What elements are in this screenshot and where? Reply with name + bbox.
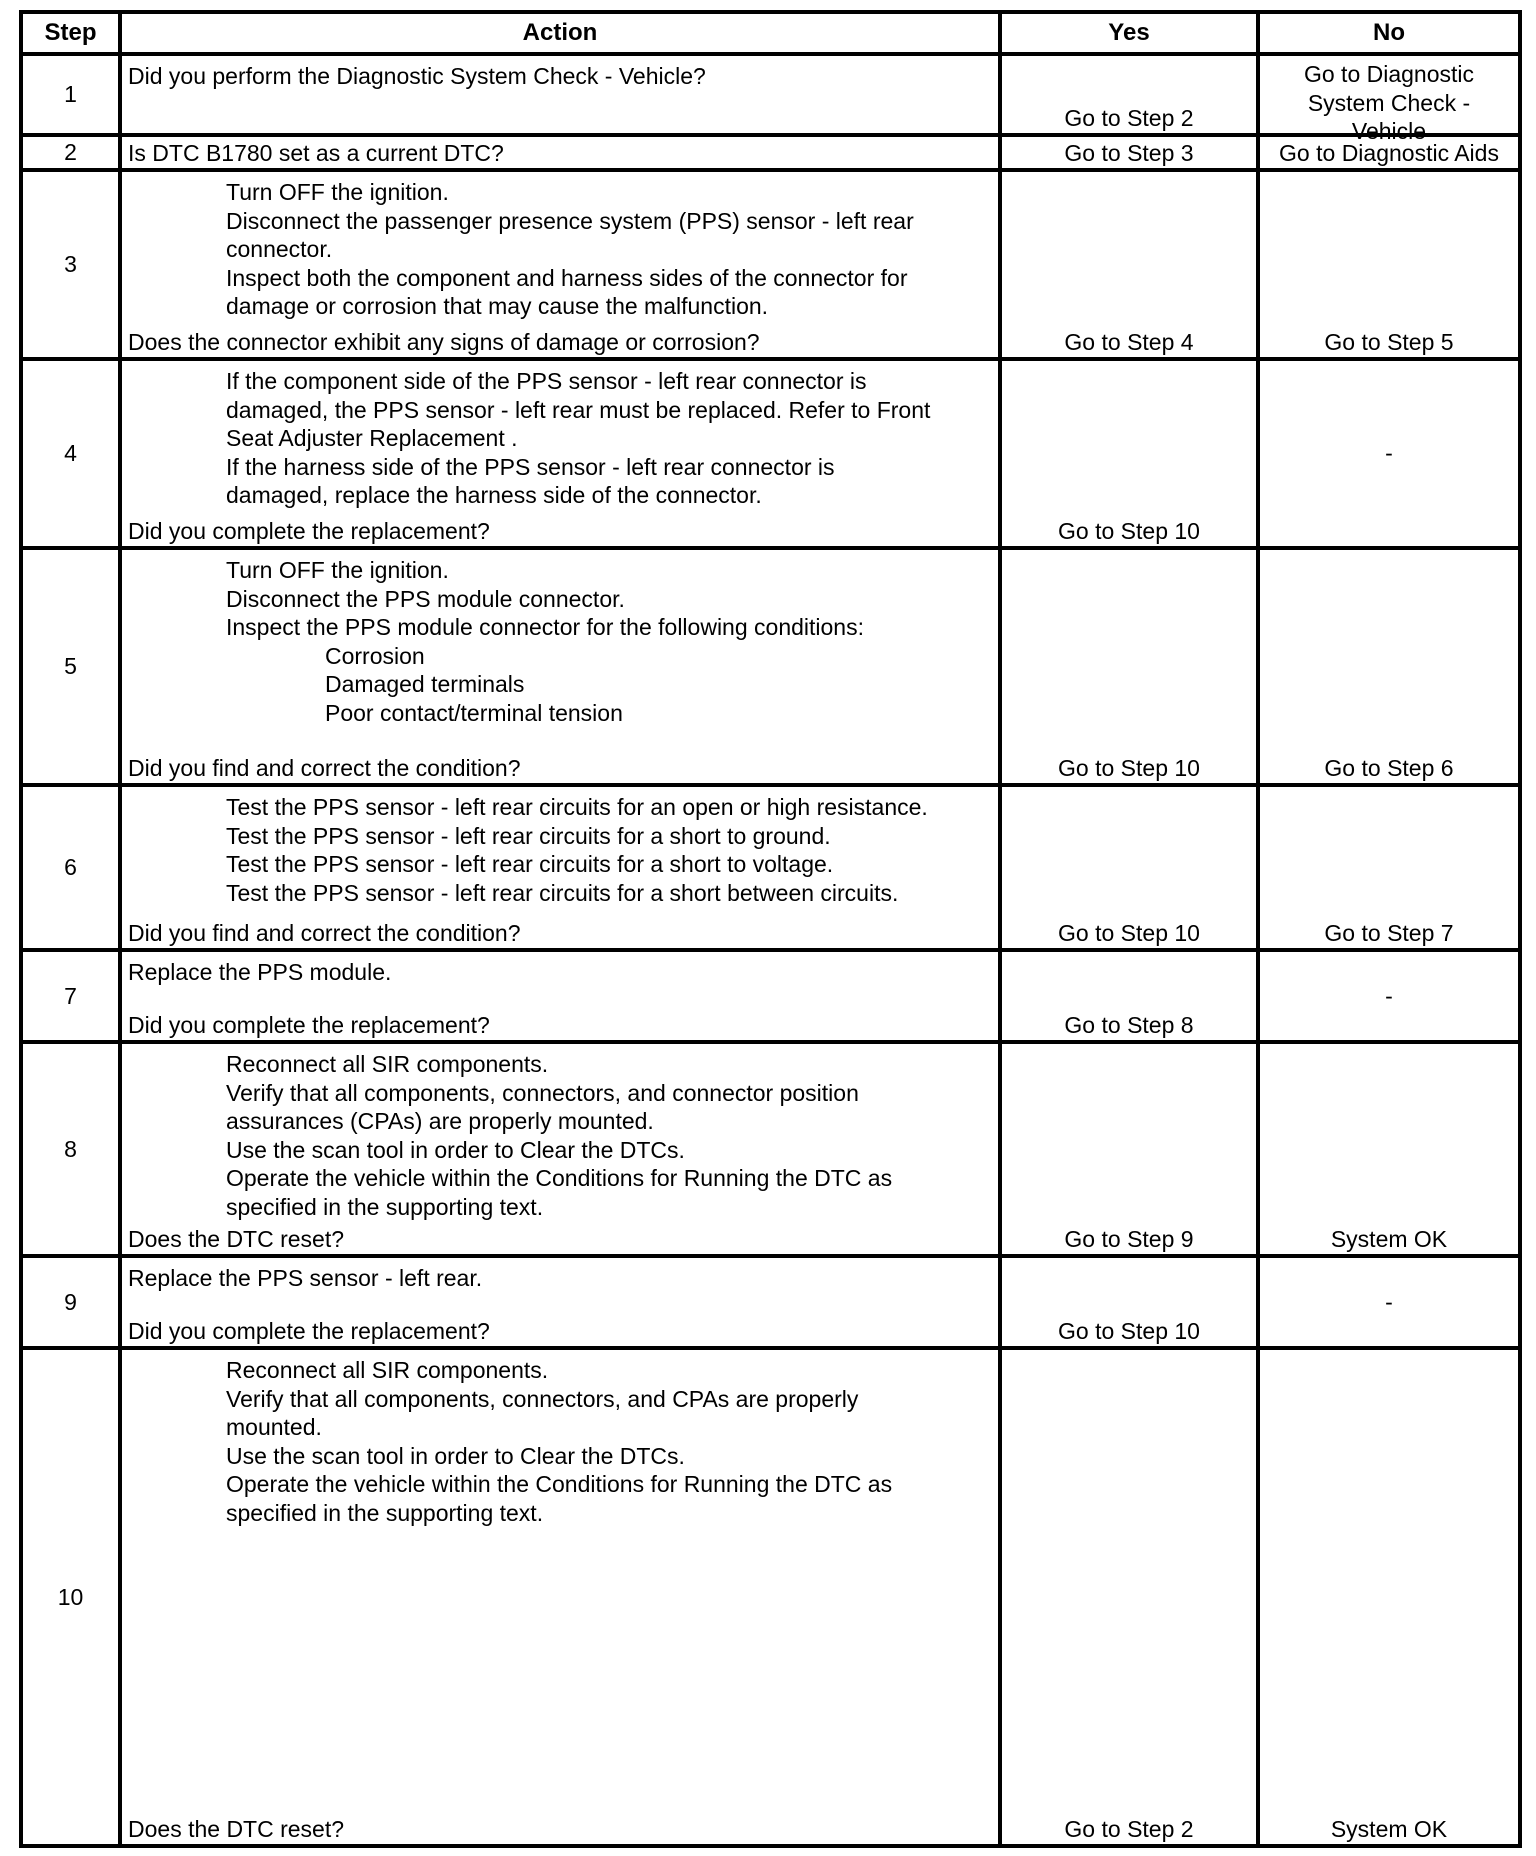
- step-number: 1: [64, 81, 77, 107]
- yes-cell: [998, 550, 1256, 783]
- yes-cell: [998, 1258, 1256, 1346]
- question-text: Did you complete the replacement?: [128, 1317, 490, 1344]
- table-row: [23, 546, 1518, 783]
- no-cell: [1256, 361, 1518, 546]
- yes-result: Go to Step 2: [1064, 104, 1194, 131]
- yes-result: Go to Step 4: [1064, 328, 1194, 355]
- yes-cell: [998, 1044, 1256, 1254]
- no-cell: [1256, 1044, 1518, 1254]
- table-row: [23, 783, 1518, 948]
- yes-cell: [998, 137, 1256, 168]
- step-number: 7: [64, 982, 77, 1009]
- step-number: 10: [57, 1583, 84, 1610]
- table-row: [23, 1346, 1518, 1844]
- no-cell: [1256, 1350, 1518, 1844]
- yes-result: Go to Step 2: [1064, 1815, 1194, 1842]
- step-number: 8: [64, 1135, 77, 1162]
- question-text: Did you perform the Diagnostic System Check - Vehicle?: [128, 63, 706, 89]
- no-result: Go to Step 7: [1324, 919, 1454, 946]
- no-result: -: [1385, 1288, 1393, 1315]
- step-number: 2: [64, 139, 77, 165]
- no-cell: [1256, 137, 1518, 168]
- table-row: [23, 357, 1518, 546]
- table-row: [23, 1040, 1518, 1254]
- yes-result: Go to Step 10: [1058, 517, 1200, 544]
- action-cell: [118, 1258, 998, 1346]
- action-cell: [118, 56, 998, 133]
- yes-result: Go to Step 10: [1058, 1317, 1200, 1344]
- header-action: Action: [118, 14, 998, 52]
- question-text: Is DTC B1780 set as a current DTC?: [128, 139, 504, 166]
- question-text: Did you complete the replacement?: [128, 517, 490, 544]
- step-number: 5: [64, 653, 77, 679]
- no-result: -: [1385, 982, 1393, 1009]
- action-text: Replace the PPS module.: [128, 959, 392, 985]
- no-result: Go to Step 6: [1324, 754, 1454, 781]
- yes-cell: [998, 1350, 1256, 1844]
- yes-cell: [998, 952, 1256, 1040]
- action-cell: [118, 361, 998, 546]
- no-result: System OK: [1330, 1225, 1448, 1252]
- question-text: Does the DTC reset?: [128, 1225, 345, 1252]
- action-cell: [118, 172, 998, 357]
- no-result: -: [1385, 440, 1393, 467]
- step-number: 9: [64, 1288, 77, 1315]
- diagnostic-table: [19, 10, 1522, 1848]
- step-number: 4: [64, 440, 77, 466]
- action-steps: Turn OFF the ignition. Disconnect the PPS module connector. Inspect the PPS module connector for the following conditions: Corrosion Damaged terminals Poor contact/terminal tension: [226, 557, 864, 726]
- yes-result: Go to Step 3: [1064, 139, 1194, 166]
- no-cell: [1256, 172, 1518, 357]
- no-cell: [1256, 1258, 1518, 1346]
- action-cell: [118, 550, 998, 783]
- question-text: Did you find and correct the condition?: [128, 754, 521, 781]
- action-text: Replace the PPS sensor - left rear.: [128, 1265, 483, 1291]
- question-text: Did you find and correct the condition?: [128, 919, 521, 946]
- action-steps: Test the PPS sensor - left rear circuits for an open or high resistance. Test the PPS sensor - left rear circuits for a short to ground. Test the PPS sensor - left rear circuits for a short to voltage. Test the PPS sensor - left rear circuits for a short between circuits.: [226, 794, 928, 906]
- action-cell: [118, 1350, 998, 1844]
- step-number: 3: [64, 251, 77, 277]
- header-step: Step: [44, 19, 97, 46]
- yes-result: Go to Step 8: [1064, 1011, 1194, 1038]
- action-cell: [118, 137, 998, 168]
- table-row: [23, 133, 1518, 168]
- no-cell: [1256, 550, 1518, 783]
- action-steps: Reconnect all SIR components. Verify that all components, connectors, and connector position assurances (CPAs) are properly mounted. Use the scan tool in order to Clear the DTCs. Operate the vehicle within the Conditions for Running the DTC as specified in the supporting text.: [226, 1051, 893, 1220]
- yes-result: Go to Step 10: [1058, 754, 1200, 781]
- action-cell: [118, 952, 998, 1040]
- no-result: System OK: [1330, 1815, 1448, 1842]
- table-row: [23, 168, 1518, 357]
- no-cell: [1256, 56, 1518, 144]
- action-steps: Turn OFF the ignition. Disconnect the passenger presence system (PPS) sensor - left rear connector. Inspect both the component and harness sides of the connector for damage or corrosion that may cause the malfunction.: [226, 179, 914, 319]
- no-cell: [1256, 787, 1518, 948]
- action-cell: [118, 787, 998, 948]
- table-row: [23, 1254, 1518, 1346]
- question-text: Does the connector exhibit any signs of damage or corrosion?: [128, 328, 760, 355]
- no-result: Go to Diagnostic Aids: [1279, 139, 1499, 166]
- action-cell: [118, 1044, 998, 1254]
- question-text: Does the DTC reset?: [128, 1815, 345, 1842]
- header-yes: Yes: [998, 14, 1256, 52]
- question-text: Did you complete the replacement?: [128, 1011, 490, 1038]
- yes-cell: [998, 56, 1256, 133]
- no-cell: [1256, 952, 1518, 1040]
- yes-cell: [998, 172, 1256, 357]
- action-steps: If the component side of the PPS sensor - left rear connector is damaged, the PPS sensor - left rear must be replaced. Refer to Front Seat Adjuster Replacement . If the harness side of the PPS sensor - left rear connector is damaged, replace the harness side of the connector.: [226, 368, 931, 508]
- table-header: [23, 14, 1518, 52]
- yes-result: Go to Step 10: [1058, 919, 1200, 946]
- table-row: [23, 948, 1518, 1040]
- table-row: [23, 52, 1518, 144]
- header-no: No: [1256, 14, 1518, 52]
- yes-result: Go to Step 9: [1064, 1225, 1194, 1252]
- step-number: 6: [64, 854, 77, 880]
- action-steps: Reconnect all SIR components. Verify that all components, connectors, and CPAs are properly mounted. Use the scan tool in order to Clear the DTCs. Operate the vehicle within the Conditions for Running the DTC as specified in the supporting text.: [226, 1357, 893, 1526]
- yes-cell: [998, 787, 1256, 948]
- no-result: Go to Diagnostic System Check - Vehicle: [1303, 61, 1475, 144]
- no-result: Go to Step 5: [1324, 328, 1454, 355]
- yes-cell: [998, 361, 1256, 546]
